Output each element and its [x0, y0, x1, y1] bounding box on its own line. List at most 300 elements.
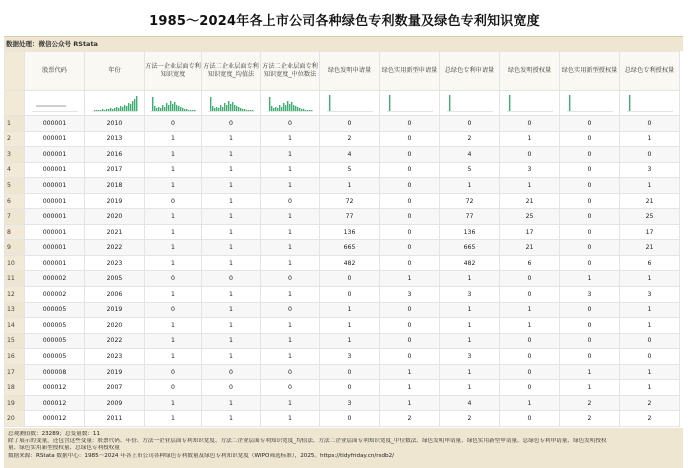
- row-index: 1: [5, 116, 25, 132]
- table-cell[interactable]: 1: [202, 255, 261, 271]
- table-cell[interactable]: 0: [380, 147, 440, 163]
- table-cell[interactable]: 1: [620, 271, 680, 287]
- table-cell[interactable]: 2020: [85, 209, 145, 225]
- table-cell[interactable]: 1: [202, 178, 261, 194]
- table-cell[interactable]: 0: [560, 224, 620, 240]
- table-cell[interactable]: 2011: [85, 411, 145, 427]
- table-cell[interactable]: 1: [202, 395, 261, 411]
- table-cell[interactable]: 0: [560, 193, 620, 209]
- table-cell[interactable]: 1: [261, 395, 320, 411]
- footer-line-3: 量、绿色实用新型授权量、总绿色专利授权量: [8, 445, 120, 452]
- table-cell[interactable]: 0: [620, 333, 680, 349]
- table-cell[interactable]: 000001: [25, 178, 85, 194]
- table-cell[interactable]: 21: [620, 240, 680, 256]
- table-cell[interactable]: 1: [145, 162, 202, 178]
- row-index: 8: [5, 224, 25, 240]
- table-cell[interactable]: 0: [380, 302, 440, 318]
- column-header[interactable]: 绿色实用新型授权量: [560, 52, 620, 91]
- source-bar: 数据处理：微信公众号 RStata: [4, 36, 683, 51]
- table-cell[interactable]: 0: [320, 364, 380, 380]
- table-cell[interactable]: 1: [620, 178, 680, 194]
- table-cell[interactable]: 17: [500, 224, 560, 240]
- table-cell[interactable]: 0: [560, 162, 620, 178]
- table-cell[interactable]: 4: [320, 147, 380, 163]
- table-cell[interactable]: 136: [320, 224, 380, 240]
- row-index: 9: [5, 240, 25, 256]
- table-cell[interactable]: 0: [560, 333, 620, 349]
- table-cell[interactable]: 2: [560, 395, 620, 411]
- table-cell[interactable]: 2021: [85, 224, 145, 240]
- table-row[interactable]: [5, 349, 680, 365]
- table-cell[interactable]: 21: [620, 193, 680, 209]
- table-cell[interactable]: 1: [620, 131, 680, 147]
- table-cell[interactable]: 1: [500, 318, 560, 334]
- row-index: 11: [5, 271, 25, 287]
- table-row[interactable]: [5, 255, 680, 271]
- row-index: 19: [5, 395, 25, 411]
- table-cell[interactable]: 0: [320, 116, 380, 132]
- table-cell[interactable]: 2009: [85, 395, 145, 411]
- column-header[interactable]: 方法二企业层面专利知识宽度_均值法: [202, 52, 261, 91]
- column-header[interactable]: 方法二企业层面专利知识宽度_中位数法: [261, 52, 320, 91]
- table-cell[interactable]: 2022: [85, 333, 145, 349]
- table-cell[interactable]: 2: [320, 131, 380, 147]
- table-cell[interactable]: 1: [202, 224, 261, 240]
- row-index: 12: [5, 287, 25, 303]
- table-cell[interactable]: 0: [380, 255, 440, 271]
- table-cell[interactable]: 1: [202, 411, 261, 427]
- table-cell[interactable]: 3: [620, 162, 680, 178]
- table-cell[interactable]: 2: [440, 411, 500, 427]
- column-header[interactable]: 绿色发明申请量: [320, 52, 380, 91]
- table-cell[interactable]: 0: [500, 364, 560, 380]
- table-cell[interactable]: 0: [560, 116, 620, 132]
- table-cell[interactable]: 0: [202, 364, 261, 380]
- table-cell[interactable]: 1: [440, 380, 500, 396]
- table-cell[interactable]: 1: [380, 380, 440, 396]
- table-cell[interactable]: 0: [145, 193, 202, 209]
- sparkline-cell: [440, 91, 500, 116]
- table-cell[interactable]: 1: [560, 271, 620, 287]
- table-cell[interactable]: 000001: [25, 193, 85, 209]
- row-index: 17: [5, 364, 25, 380]
- table-cell[interactable]: 000005: [25, 318, 85, 334]
- table-cell[interactable]: 1: [202, 162, 261, 178]
- sparkline-icon: [32, 94, 78, 112]
- column-header[interactable]: 绿色实用新型申请量: [380, 52, 440, 91]
- table-cell[interactable]: 3: [320, 395, 380, 411]
- table-cell[interactable]: 000001: [25, 240, 85, 256]
- table-cell[interactable]: 1: [202, 333, 261, 349]
- table-cell[interactable]: 0: [261, 302, 320, 318]
- column-header[interactable]: 绿色发明授权量: [500, 52, 560, 91]
- table-row[interactable]: [5, 287, 680, 303]
- table-cell[interactable]: 0: [620, 349, 680, 365]
- column-header[interactable]: 总绿色专利授权量: [620, 52, 680, 91]
- table-cell[interactable]: 1: [261, 147, 320, 163]
- table-cell[interactable]: 1: [500, 131, 560, 147]
- table-cell[interactable]: 1: [320, 318, 380, 334]
- table-cell[interactable]: 1: [261, 209, 320, 225]
- table-cell[interactable]: 1: [202, 147, 261, 163]
- row-index: 3: [5, 147, 25, 163]
- table-cell[interactable]: 2005: [85, 271, 145, 287]
- table-cell[interactable]: 0: [380, 333, 440, 349]
- row-index: 4: [5, 162, 25, 178]
- table-row[interactable]: [5, 271, 680, 287]
- row-index: 2: [5, 131, 25, 147]
- table-cell[interactable]: 665: [320, 240, 380, 256]
- footer-line-4: 数据来源：RStata 数据中心：1985～2024 年各上市公司各种绿色专利数量及绿色专利知识宽度（WIPO筛选标准），2025。https://tidyfriday.cn/rsdb2/: [8, 452, 395, 459]
- table-row[interactable]: [5, 193, 680, 209]
- table-cell[interactable]: 2010: [85, 116, 145, 132]
- table-cell[interactable]: 72: [440, 193, 500, 209]
- table-cell[interactable]: 1: [500, 302, 560, 318]
- table-row[interactable]: [5, 131, 680, 147]
- table-cell[interactable]: 1: [145, 395, 202, 411]
- table-cell[interactable]: 0: [500, 147, 560, 163]
- table-row[interactable]: [5, 224, 680, 240]
- table-cell[interactable]: 1: [560, 380, 620, 396]
- table-cell[interactable]: 0: [380, 349, 440, 365]
- table-cell[interactable]: 0: [560, 240, 620, 256]
- table-cell[interactable]: 1: [440, 364, 500, 380]
- table-cell[interactable]: 1: [440, 318, 500, 334]
- table-cell[interactable]: 1: [202, 287, 261, 303]
- table-cell[interactable]: 1: [261, 131, 320, 147]
- table-cell[interactable]: 0: [380, 116, 440, 132]
- table-cell[interactable]: 0: [500, 116, 560, 132]
- table-cell[interactable]: 2016: [85, 147, 145, 163]
- row-index: 18: [5, 380, 25, 396]
- table-cell[interactable]: 000005: [25, 349, 85, 365]
- sparkline-cell: [560, 91, 620, 116]
- table-cell[interactable]: 1: [261, 287, 320, 303]
- table-cell[interactable]: 2019: [85, 302, 145, 318]
- table-row[interactable]: [5, 333, 680, 349]
- table-cell[interactable]: 2023: [85, 349, 145, 365]
- table-cell[interactable]: 1: [261, 224, 320, 240]
- table-cell[interactable]: 77: [440, 209, 500, 225]
- table-cell[interactable]: 000001: [25, 224, 85, 240]
- table-cell[interactable]: 0: [380, 240, 440, 256]
- table-cell[interactable]: 1: [145, 349, 202, 365]
- table-cell[interactable]: 72: [320, 193, 380, 209]
- table-cell[interactable]: 0: [261, 271, 320, 287]
- table-cell[interactable]: 77: [320, 209, 380, 225]
- table-cell[interactable]: 3: [560, 287, 620, 303]
- table-cell[interactable]: 1: [145, 147, 202, 163]
- table-cell[interactable]: 1: [145, 209, 202, 225]
- table-cell[interactable]: 1: [145, 178, 202, 194]
- table-cell[interactable]: 17: [620, 224, 680, 240]
- table-cell[interactable]: 0: [560, 147, 620, 163]
- table-cell[interactable]: 1: [261, 333, 320, 349]
- table-row[interactable]: [5, 240, 680, 256]
- sparkline-cell: [145, 91, 202, 116]
- table-cell[interactable]: 000002: [25, 271, 85, 287]
- sparkline-icon: [507, 94, 553, 112]
- table-cell[interactable]: 0: [500, 411, 560, 427]
- table-cell[interactable]: 000012: [25, 395, 85, 411]
- table-cell[interactable]: 1: [440, 178, 500, 194]
- table-row[interactable]: [5, 116, 680, 132]
- table-cell[interactable]: 1: [202, 240, 261, 256]
- table-cell[interactable]: 2: [440, 131, 500, 147]
- table-row[interactable]: [5, 364, 680, 380]
- row-index: 20: [5, 411, 25, 427]
- table-cell[interactable]: 0: [560, 178, 620, 194]
- column-header[interactable]: 年份: [85, 52, 145, 91]
- table-cell[interactable]: 2017: [85, 162, 145, 178]
- sparkline-cell: [500, 91, 560, 116]
- table-cell[interactable]: 3: [620, 287, 680, 303]
- table-cell[interactable]: 000012: [25, 380, 85, 396]
- table-cell[interactable]: 1: [261, 162, 320, 178]
- table-cell[interactable]: 0: [320, 380, 380, 396]
- table-cell[interactable]: 0: [500, 271, 560, 287]
- row-index: 16: [5, 349, 25, 365]
- table-cell[interactable]: 1: [380, 271, 440, 287]
- table-cell[interactable]: 3: [320, 349, 380, 365]
- table-cell[interactable]: 1: [202, 193, 261, 209]
- table-row[interactable]: [5, 302, 680, 318]
- sparkline-cell: [620, 91, 680, 116]
- table-cell[interactable]: 1: [145, 131, 202, 147]
- table-row[interactable]: [5, 178, 680, 194]
- table-cell[interactable]: 0: [380, 178, 440, 194]
- table-cell[interactable]: 1: [500, 395, 560, 411]
- table-header: [5, 52, 680, 91]
- table-cell[interactable]: 1: [320, 302, 380, 318]
- table-row[interactable]: [5, 395, 680, 411]
- table-cell[interactable]: 1: [202, 318, 261, 334]
- table-cell[interactable]: 0: [145, 380, 202, 396]
- table-cell[interactable]: 0: [261, 193, 320, 209]
- table-cell[interactable]: 0: [500, 349, 560, 365]
- table-cell[interactable]: 0: [380, 318, 440, 334]
- table-cell[interactable]: 1: [202, 302, 261, 318]
- table-cell[interactable]: 1: [261, 178, 320, 194]
- table-cell[interactable]: 1: [380, 364, 440, 380]
- sparkline-icon: [92, 94, 138, 112]
- table-cell[interactable]: 0: [145, 364, 202, 380]
- table-cell[interactable]: 1: [440, 302, 500, 318]
- table-cell[interactable]: 0: [145, 116, 202, 132]
- sparkline-cell: [320, 91, 380, 116]
- table-cell[interactable]: 1: [620, 318, 680, 334]
- table-cell[interactable]: 000012: [25, 411, 85, 427]
- table-cell[interactable]: 665: [440, 240, 500, 256]
- table-cell[interactable]: 1: [440, 333, 500, 349]
- table-cell[interactable]: 1: [320, 178, 380, 194]
- footer-notes: [4, 428, 683, 468]
- table-cell[interactable]: 0: [560, 131, 620, 147]
- table-cell[interactable]: 2019: [85, 193, 145, 209]
- table-cell[interactable]: 0: [560, 255, 620, 271]
- table-cell[interactable]: 1: [500, 178, 560, 194]
- table-cell[interactable]: 0: [202, 380, 261, 396]
- table-cell[interactable]: 000001: [25, 131, 85, 147]
- page-title: 1985～2024年各上市公司各种绿色专利数量及绿色专利知识宽度: [149, 14, 540, 29]
- table-row[interactable]: [5, 209, 680, 225]
- table-cell[interactable]: 25: [500, 209, 560, 225]
- table-cell[interactable]: 000005: [25, 333, 85, 349]
- table-cell[interactable]: 2007: [85, 380, 145, 396]
- table-cell[interactable]: 2013: [85, 131, 145, 147]
- table-cell[interactable]: 0: [145, 271, 202, 287]
- dataset-preview: [4, 36, 683, 459]
- table-cell[interactable]: 3: [440, 287, 500, 303]
- table-cell[interactable]: 1: [620, 364, 680, 380]
- table-cell[interactable]: 4: [440, 395, 500, 411]
- table-cell[interactable]: 000002: [25, 287, 85, 303]
- table-cell[interactable]: 5: [320, 162, 380, 178]
- table-cell[interactable]: 000001: [25, 209, 85, 225]
- table-row[interactable]: [5, 380, 680, 396]
- table-cell[interactable]: 0: [320, 271, 380, 287]
- table-cell[interactable]: 1: [145, 318, 202, 334]
- sparkline-icon: [387, 94, 433, 112]
- table-cell[interactable]: 2023: [85, 255, 145, 271]
- table-cell[interactable]: 6: [500, 255, 560, 271]
- row-index-header: [5, 52, 25, 91]
- table-cell[interactable]: 0: [202, 271, 261, 287]
- table-cell[interactable]: 2019: [85, 364, 145, 380]
- table-cell[interactable]: 6: [620, 255, 680, 271]
- table-cell[interactable]: 3: [500, 162, 560, 178]
- table-cell[interactable]: 21: [500, 193, 560, 209]
- table-cell[interactable]: 2020: [85, 318, 145, 334]
- table-cell[interactable]: 0: [560, 349, 620, 365]
- table-cell[interactable]: 0: [320, 287, 380, 303]
- table-cell[interactable]: 1: [320, 333, 380, 349]
- table-cell[interactable]: 1: [261, 349, 320, 365]
- table-cell[interactable]: 0: [500, 333, 560, 349]
- table-cell[interactable]: 000008: [25, 364, 85, 380]
- table-row[interactable]: [5, 162, 680, 178]
- table-cell[interactable]: 0: [620, 116, 680, 132]
- row-index: 14: [5, 318, 25, 334]
- table-cell[interactable]: 5: [440, 162, 500, 178]
- table-cell[interactable]: 000001: [25, 147, 85, 163]
- table-cell[interactable]: 21: [500, 240, 560, 256]
- table-cell[interactable]: 1: [145, 287, 202, 303]
- sparkline-icon: [627, 94, 673, 112]
- footer-line-2: 除了展示的变量，还包含这些变量：股票代码、年份、方法一企业层面专利知识宽度、方法二企业层面专利知识宽度_均值法、方法二企业层面专利知识宽度_中位数法、绿色发明申请量、绿色实用新型申请量、总绿色专利申请量、绿色发明授权: [8, 438, 607, 445]
- sparkline-cell: [202, 91, 261, 116]
- table-cell[interactable]: 0: [500, 380, 560, 396]
- sparkline-cell: [85, 91, 145, 116]
- table-cell[interactable]: 2: [380, 411, 440, 427]
- table-cell[interactable]: 1: [145, 411, 202, 427]
- footer-line-1: 总观测值数：23289；总变量数：11: [8, 430, 101, 437]
- table-cell[interactable]: 0: [560, 209, 620, 225]
- table-cell[interactable]: 000001: [25, 116, 85, 132]
- table-cell[interactable]: 0: [202, 116, 261, 132]
- data-table: [4, 51, 680, 427]
- table-cell[interactable]: 0: [620, 147, 680, 163]
- table-row[interactable]: [5, 411, 680, 427]
- table-cell[interactable]: 2022: [85, 240, 145, 256]
- table-cell[interactable]: 1: [380, 395, 440, 411]
- table-cell[interactable]: 3: [380, 287, 440, 303]
- table-cell[interactable]: 0: [380, 209, 440, 225]
- table-cell[interactable]: 1: [620, 302, 680, 318]
- row-index: 5: [5, 178, 25, 194]
- sparkline-icon: [267, 94, 313, 112]
- table-cell[interactable]: 000005: [25, 302, 85, 318]
- table-cell[interactable]: 1: [620, 380, 680, 396]
- table-cell[interactable]: 000001: [25, 162, 85, 178]
- table-cell[interactable]: 482: [440, 255, 500, 271]
- sparkline-icon: [208, 94, 254, 112]
- table-cell[interactable]: 4: [440, 147, 500, 163]
- table-cell[interactable]: 1: [202, 131, 261, 147]
- table-cell[interactable]: 0: [380, 131, 440, 147]
- table-cell[interactable]: 0: [380, 193, 440, 209]
- table-cell[interactable]: 2006: [85, 287, 145, 303]
- table-cell[interactable]: 0: [145, 302, 202, 318]
- column-header[interactable]: 总绿色专利申请量: [440, 52, 500, 91]
- table-cell[interactable]: 0: [380, 162, 440, 178]
- sparkline-icon: [327, 94, 373, 112]
- table-cell[interactable]: 3: [440, 349, 500, 365]
- table-cell[interactable]: 0: [380, 224, 440, 240]
- table-cell[interactable]: 2018: [85, 178, 145, 194]
- table-cell[interactable]: 0: [500, 287, 560, 303]
- table-cell[interactable]: 0: [560, 302, 620, 318]
- table-cell[interactable]: 1: [261, 255, 320, 271]
- sparkline-cell: [261, 91, 320, 116]
- table-cell[interactable]: 1: [261, 411, 320, 427]
- row-index: 7: [5, 209, 25, 225]
- column-header[interactable]: 方法一企业层面专利知识宽度: [145, 52, 202, 91]
- table-cell[interactable]: 0: [261, 380, 320, 396]
- table-cell[interactable]: 1: [145, 224, 202, 240]
- table-cell[interactable]: 2: [620, 411, 680, 427]
- sparkline-icon: [567, 94, 613, 112]
- table-cell[interactable]: 0: [560, 318, 620, 334]
- table-cell[interactable]: 1: [145, 255, 202, 271]
- table-cell[interactable]: 0: [320, 411, 380, 427]
- row-index: 13: [5, 302, 25, 318]
- table-cell[interactable]: 000001: [25, 255, 85, 271]
- table-cell[interactable]: 1: [261, 240, 320, 256]
- sparkline-cell: [380, 91, 440, 116]
- table-cell[interactable]: 0: [440, 116, 500, 132]
- table-cell[interactable]: 136: [440, 224, 500, 240]
- table-cell[interactable]: 1: [202, 349, 261, 365]
- table-cell[interactable]: 1: [145, 333, 202, 349]
- table-cell[interactable]: 1: [440, 271, 500, 287]
- table-cell[interactable]: 1: [145, 240, 202, 256]
- table-cell[interactable]: 2: [560, 411, 620, 427]
- table-cell[interactable]: 0: [261, 116, 320, 132]
- row-index: [5, 91, 25, 116]
- table-cell[interactable]: 1: [261, 318, 320, 334]
- table-cell[interactable]: 1: [202, 209, 261, 225]
- table-cell[interactable]: 25: [620, 209, 680, 225]
- sparkline-icon: [447, 94, 493, 112]
- table-cell[interactable]: 0: [261, 364, 320, 380]
- table-cell[interactable]: 1: [560, 364, 620, 380]
- table-cell[interactable]: 482: [320, 255, 380, 271]
- column-header[interactable]: 股票代码: [25, 52, 85, 91]
- table-row[interactable]: [5, 147, 680, 163]
- table-cell[interactable]: 2: [620, 395, 680, 411]
- table-row[interactable]: [5, 318, 680, 334]
